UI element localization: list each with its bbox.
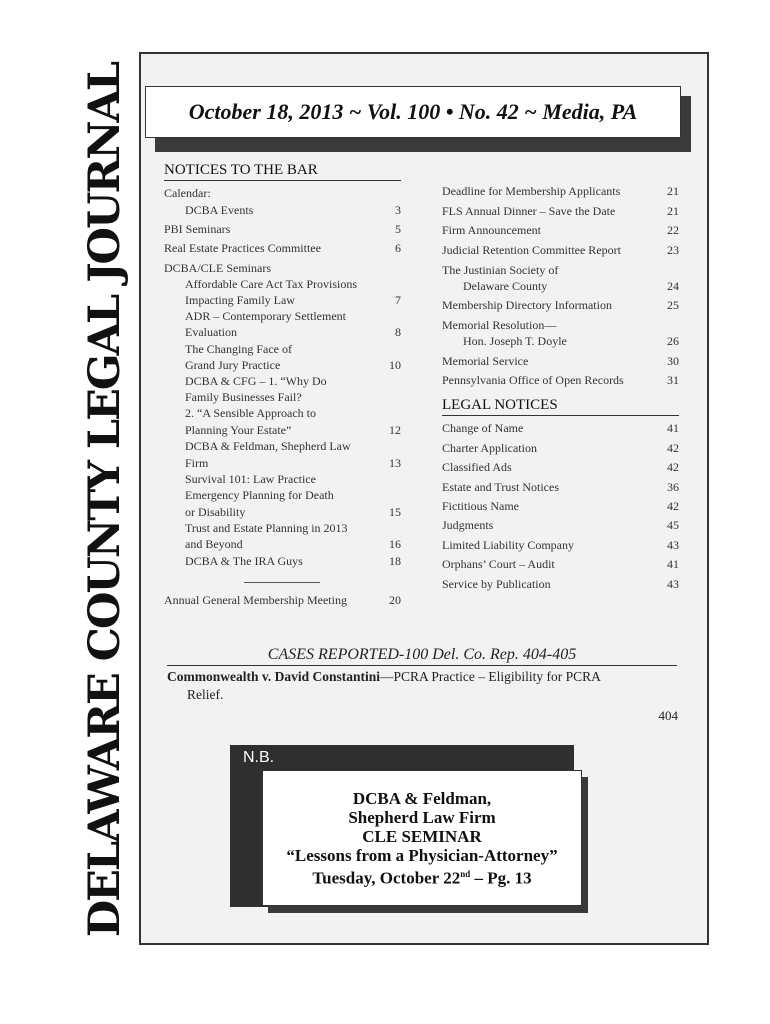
toc-entry-label: DCBA & The IRA Guys (185, 554, 303, 568)
toc-entry-label: ADR – Contemporary Settlement (185, 309, 346, 323)
toc-entry-page: 8 (395, 325, 401, 339)
toc-entry-page: 12 (389, 423, 401, 437)
toc-entry (185, 203, 253, 218)
toc-entry-label: Classified Ads (442, 460, 512, 474)
toc-entry (164, 222, 230, 237)
toc-entry (442, 499, 519, 514)
toc-entry-page: 21 (667, 184, 679, 198)
toc-entry-label: Membership Directory Information (442, 298, 612, 312)
toc-entry (442, 480, 559, 495)
case-entry (167, 668, 677, 704)
nb-line-5-sup: nd (460, 868, 471, 879)
nb-line-5 (312, 865, 531, 888)
toc-entry-label: Service by Publication (442, 577, 551, 591)
toc-entry-page: 16 (389, 537, 401, 551)
toc-entry-label: Evaluation (185, 325, 237, 339)
legal-notices-heading: LEGAL NOTICES (442, 397, 679, 416)
nb-line-3: CLE SEMINAR (362, 826, 482, 846)
toc-entry-page: 41 (667, 557, 679, 571)
toc-entry (164, 261, 271, 276)
toc-entry-page: 24 (667, 279, 679, 293)
toc-entry-page: 42 (667, 441, 679, 455)
toc-entry-label: or Disability (185, 505, 246, 519)
toc-entry-label: DCBA Events (185, 203, 254, 217)
toc-entry (164, 593, 347, 608)
toc-entry (185, 456, 208, 471)
toc-entry (442, 518, 493, 533)
toc-entry-label: Memorial Service (442, 354, 529, 368)
nb-card (262, 770, 582, 906)
toc-entry-label: Change of Name (442, 421, 524, 435)
toc-entry-label: The Justinian Society of (442, 263, 559, 277)
toc-entry-label: Delaware County (463, 279, 548, 293)
toc-entry-page: 6 (395, 241, 401, 255)
nb-line-2: Shepherd Law Firm (348, 807, 496, 827)
toc-entry-label: 2. “A Sensible Approach to (185, 406, 316, 420)
toc-entry (442, 318, 556, 333)
toc-entry-label: Affordable Care Act Tax Provisions (185, 277, 358, 291)
toc-entry (185, 293, 295, 308)
toc-entry-page: 15 (389, 505, 401, 519)
toc-entry (442, 263, 558, 278)
toc-entry (442, 421, 523, 436)
toc-entry (442, 298, 612, 313)
toc-entry-label: Hon. Joseph T. Doyle (463, 334, 567, 348)
toc-entry-label: Annual General Membership Meeting (164, 593, 347, 607)
nb-line-5-pre: Tuesday, October 22 (312, 868, 461, 888)
toc-entry (442, 354, 528, 369)
toc-entry-page: 42 (667, 460, 679, 474)
toc-entry-page: 26 (667, 334, 679, 348)
toc-entry-page: 31 (667, 373, 679, 387)
nb-line-5-post: – Pg. 13 (470, 868, 532, 888)
toc-entry (442, 460, 512, 475)
toc-entry (442, 577, 551, 592)
toc-entry-label: Planning Your Estate” (185, 423, 292, 437)
toc-entry-page: 3 (395, 203, 401, 217)
toc-entry (185, 554, 303, 569)
toc-entry-page: 22 (667, 223, 679, 237)
toc-entry-page: 20 (389, 593, 401, 607)
toc-entry-label: Judicial Retention Committee Report (442, 243, 621, 257)
toc-entry-label: Family Businesses Fail? (185, 390, 302, 404)
toc-entry-label: Survival 101: Law Practice (185, 472, 316, 486)
masthead (72, 62, 138, 938)
toc-entry (442, 538, 574, 553)
toc-entry-page: 36 (667, 480, 679, 494)
toc-entry-page: 10 (389, 358, 401, 372)
case-description-cont: Relief. (187, 687, 224, 702)
toc-entry-label: DCBA & CFG – 1. “Why Do (185, 374, 327, 388)
toc-entry (442, 373, 624, 388)
toc-entry (442, 184, 620, 199)
toc-entry-page: 43 (667, 538, 679, 552)
toc-entry-page: 30 (667, 354, 679, 368)
toc-entry-label: Orphans’ Court – Audit (442, 557, 555, 571)
toc-entry-page: 41 (667, 421, 679, 435)
toc-entry (185, 374, 327, 389)
toc-entry-label: FLS Annual Dinner – Save the Date (442, 204, 616, 218)
toc-entry-page: 42 (667, 499, 679, 513)
toc-entry-label: Memorial Resolution— (442, 318, 557, 332)
toc-entry (463, 334, 567, 349)
toc-entry-label: Judgments (442, 518, 494, 532)
toc-entry-label: DCBA & Feldman, Shepherd Law (185, 439, 351, 453)
nb-line-1: DCBA & Feldman, (352, 788, 492, 808)
toc-entry (442, 557, 555, 572)
toc-entry (185, 342, 292, 357)
toc-entry-label: Firm Announcement (442, 223, 541, 237)
toc-entry (442, 204, 615, 219)
toc-entry-label: Emergency Planning for Death (185, 488, 334, 502)
case-page-number: 404 (658, 708, 678, 723)
toc-entry-label: Limited Liability Company (442, 538, 574, 552)
toc-entry-label: DCBA/CLE Seminars (164, 261, 271, 275)
nb-line-4: “Lessons from a Physician-Attorney” (286, 845, 558, 865)
toc-entry-label: Trust and Estate Planning in 2013 (185, 521, 348, 535)
toc-entry-label: Firm (185, 456, 209, 470)
toc-entry (442, 441, 537, 456)
toc-entry-page: 23 (667, 243, 679, 257)
toc-entry (185, 472, 316, 487)
toc-entry-label: Fictitious Name (442, 499, 519, 513)
toc-entry-label: Impacting Family Law (185, 293, 295, 307)
toc-entry-page: 25 (667, 298, 679, 312)
toc-entry-label: PBI Seminars (164, 222, 231, 236)
toc-entry-page: 21 (667, 204, 679, 218)
toc-entry-label: The Changing Face of (185, 342, 292, 356)
dateline: October 18, 2013 ~ Vol. 100 • No. 42 ~ Media, PA (145, 86, 681, 138)
case-description: —PCRA Practice – Eligibility for PCRA (380, 669, 601, 684)
masthead-title: DELAWARE COUNTY LEGAL JOURNAL (80, 62, 130, 938)
toc-entry (442, 243, 621, 258)
toc-entry-page: 18 (389, 554, 401, 568)
toc-entry (185, 390, 302, 405)
toc-divider (244, 582, 320, 583)
toc-entry-page: 45 (667, 518, 679, 532)
toc-entry (185, 423, 291, 438)
toc-entry (185, 505, 245, 520)
toc-entry-page: 7 (395, 293, 401, 307)
toc-entry-page: 5 (395, 222, 401, 236)
toc-entry-label: Estate and Trust Notices (442, 480, 559, 494)
toc-entry-label: Charter Application (442, 441, 537, 455)
toc-entry-label: Grand Jury Practice (185, 358, 281, 372)
toc-entry (185, 537, 243, 552)
toc-entry-page: 43 (667, 577, 679, 591)
toc-entry (185, 358, 280, 373)
toc-entry (185, 439, 351, 454)
toc-entry (463, 279, 547, 294)
case-name: Commonwealth v. David Constantini (167, 669, 381, 684)
nb-label: N.B. (243, 749, 275, 766)
toc-entry-page: 13 (389, 456, 401, 470)
toc-entry (164, 186, 211, 201)
toc-entry-label: Calendar: (164, 186, 211, 200)
toc-entry (185, 277, 357, 292)
toc-entry (164, 241, 321, 256)
toc-entry (185, 488, 334, 503)
toc-entry-label: and Beyond (185, 537, 243, 551)
toc-entry (442, 223, 541, 238)
toc-entry (185, 521, 348, 536)
toc-entry (185, 406, 316, 421)
notices-heading: NOTICES TO THE BAR (164, 162, 401, 181)
toc-entry-label: Pennsylvania Office of Open Records (442, 373, 624, 387)
toc-entry-label: Real Estate Practices Committee (164, 241, 321, 255)
toc-entry (185, 325, 237, 340)
toc-entry-label: Deadline for Membership Applicants (442, 184, 621, 198)
cases-heading: CASES REPORTED-100 Del. Co. Rep. 404-405 (167, 646, 677, 666)
toc-entry (185, 309, 346, 324)
